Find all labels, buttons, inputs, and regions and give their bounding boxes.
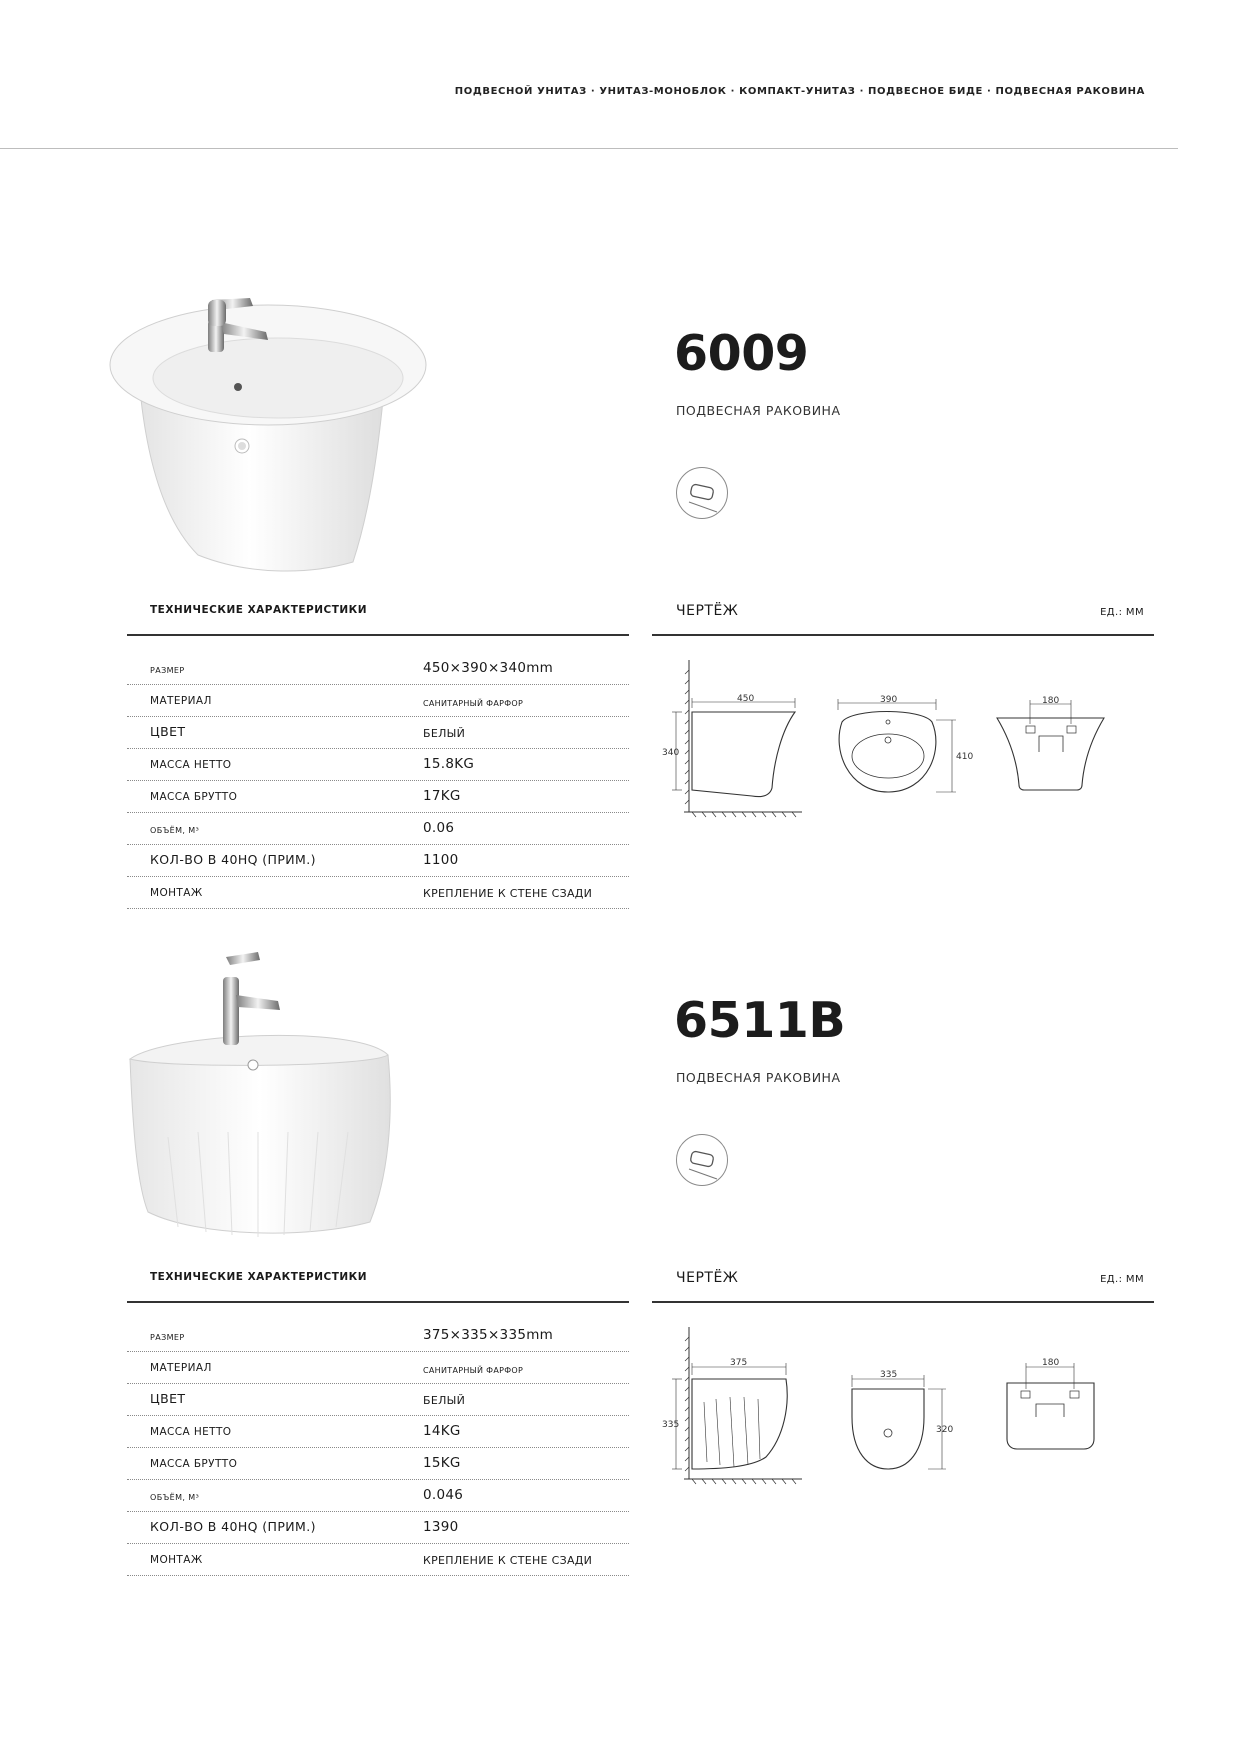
dim-side-height: 335 [662,1420,680,1430]
spec-row-net-weight [127,1416,629,1448]
category-nav[interactable]: ПОДВЕСНОЙ УНИТАЗ · УНИТАЗ-МОНОБЛОК · КОМПАКТ-УНИТАЗ · ПОДВЕСНОЕ БИДЕ · ПОДВЕСНАЯ РАКОВИНА [454,86,1145,97]
spec-row-volume [127,813,629,845]
spec-value: 1100 [423,852,459,868]
wall-mount-icon [676,1134,728,1186]
spec-row-material [127,1352,629,1384]
spec-value: КРЕПЛЕНИЕ К СТЕНЕ СЗАДИ [423,1554,593,1567]
drawing-rule [652,1301,1154,1303]
spec-row-color [127,717,629,749]
spec-row-size [127,653,629,685]
spec-value: 375×335×335mm [423,1327,554,1343]
spec-value: 1390 [423,1519,459,1535]
product-type: ПОДВЕСНАЯ РАКОВИНА [676,403,841,418]
spec-value: 15KG [423,1455,461,1471]
specs-heading: ТЕХНИЧЕСКИЕ ХАРАКТЕРИСТИКИ [150,1271,368,1283]
spec-label: МОНТАЖ [150,1554,203,1566]
unit-label: ЕД.: ММ [1100,1274,1144,1285]
dim-top-width: 335 [880,1370,898,1380]
spec-value: 450×390×340mm [423,660,554,676]
spec-row-color [127,1384,629,1416]
spec-label: МАССА НЕТТО [150,759,232,771]
spec-value: САНИТАРНЫЙ ФАРФОР [423,1366,524,1375]
header-divider [0,148,1178,149]
spec-label: МАССА БРУТТО [150,1458,238,1470]
spec-row-mounting [127,1544,629,1576]
spec-label: РАЗМЕР [150,1333,185,1342]
model-number: 6511B [674,992,846,1049]
spec-row-mounting [127,877,629,909]
spec-label: МАТЕРИАЛ [150,1362,212,1374]
spec-row-container-qty [127,1512,629,1544]
spec-label: РАЗМЕР [150,666,185,675]
spec-label: КОЛ-ВО В 40HQ (ПРИМ.) [150,1519,316,1534]
spec-label: МАТЕРИАЛ [150,695,212,707]
spec-value: БЕЛЫЙ [423,1394,466,1407]
product-section-6009 [0,270,1240,910]
spec-value: САНИТАРНЫЙ ФАРФОР [423,699,524,708]
dim-top-depth: 410 [956,752,974,762]
spec-value: 17KG [423,788,461,804]
specs-table [127,653,629,909]
model-number: 6009 [674,325,809,382]
spec-label: МАССА БРУТТО [150,791,238,803]
product-photo [108,937,438,1247]
spec-label: МОНТАЖ [150,887,203,899]
spec-label: ЦВЕТ [150,1391,186,1406]
spec-value: 0.06 [423,820,455,836]
spec-row-gross-weight [127,781,629,813]
spec-label: ОБЪЁМ, М³ [150,1493,200,1502]
dim-rear-width: 180 [1042,696,1060,706]
specs-table [127,1320,629,1576]
spec-row-size [127,1320,629,1352]
dim-side-width: 375 [730,1358,748,1368]
specs-rule [127,634,629,636]
spec-label: ЦВЕТ [150,724,186,739]
spec-row-material [127,685,629,717]
drawing-heading: ЧЕРТЁЖ [676,1270,739,1286]
wall-mount-icon [676,467,728,519]
technical-drawing [652,1327,1154,1497]
technical-drawing [652,660,1154,830]
spec-value: 14KG [423,1423,461,1439]
product-photo [108,270,438,580]
dim-rear-width: 180 [1042,1358,1060,1368]
product-type: ПОДВЕСНАЯ РАКОВИНА [676,1070,841,1085]
unit-label: ЕД.: ММ [1100,607,1144,618]
spec-label: КОЛ-ВО В 40HQ (ПРИМ.) [150,852,316,867]
dim-top-width: 390 [880,695,898,705]
spec-row-volume [127,1480,629,1512]
product-section-6511b [0,937,1240,1577]
spec-row-gross-weight [127,1448,629,1480]
drawing-heading: ЧЕРТЁЖ [676,603,739,619]
spec-label: ОБЪЁМ, М³ [150,826,200,835]
dim-top-depth: 320 [936,1425,954,1435]
spec-row-net-weight [127,749,629,781]
spec-value: БЕЛЫЙ [423,727,466,740]
spec-label: МАССА НЕТТО [150,1426,232,1438]
dim-side-height: 340 [662,748,680,758]
specs-rule [127,1301,629,1303]
spec-row-container-qty [127,845,629,877]
dim-side-width: 450 [737,694,755,704]
spec-value: КРЕПЛЕНИЕ К СТЕНЕ СЗАДИ [423,887,593,900]
specs-heading: ТЕХНИЧЕСКИЕ ХАРАКТЕРИСТИКИ [150,604,368,616]
drawing-rule [652,634,1154,636]
spec-value: 15.8KG [423,756,475,772]
spec-value: 0.046 [423,1487,464,1503]
